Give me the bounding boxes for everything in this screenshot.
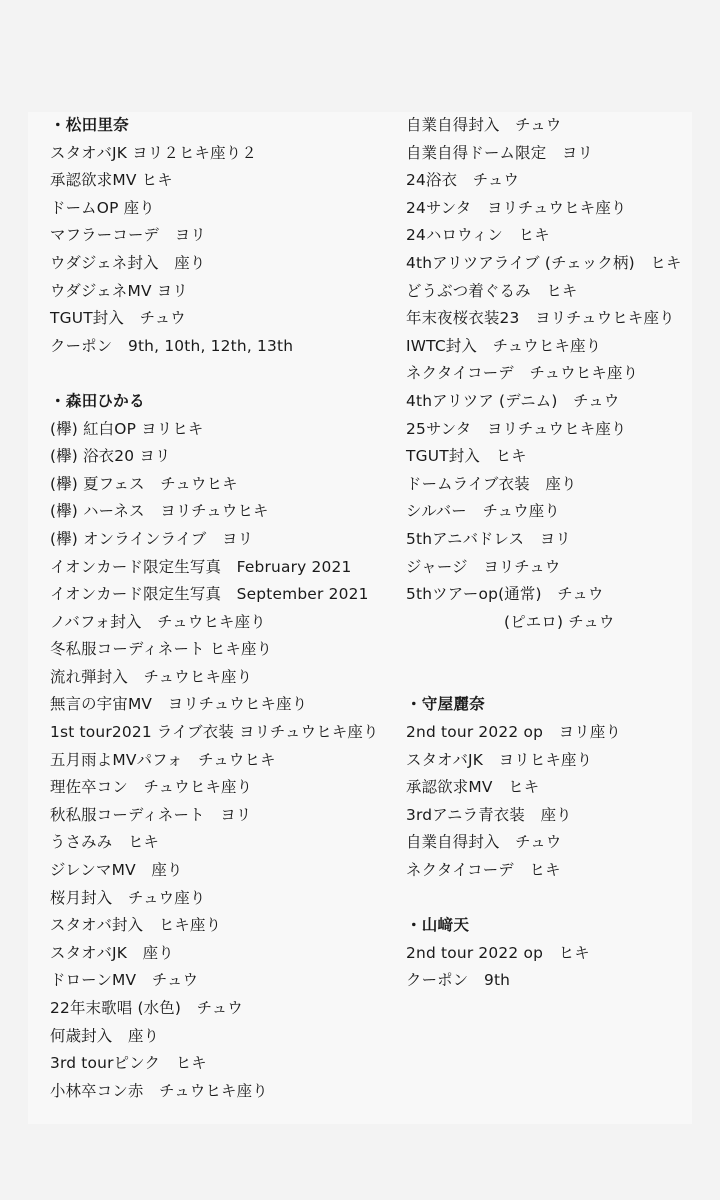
list-item: ウダジェネ封入 座り bbox=[50, 253, 206, 272]
list-item: 25サンタ ヨリチュウヒキ座り bbox=[406, 419, 627, 438]
list-item: ドローンMV チュウ bbox=[50, 971, 199, 990]
spacer bbox=[406, 885, 696, 913]
list-item: TGUT封入 チュウ bbox=[50, 309, 186, 328]
list-item: クーポン 9th, 10th, 12th, 13th bbox=[50, 336, 294, 355]
member-heading-moriya: ・守屋麗奈 bbox=[406, 695, 485, 714]
member-heading-morita: ・森田ひかる bbox=[50, 391, 145, 410]
member-heading-matsuda: ・松田里奈 bbox=[50, 116, 129, 134]
list-item: マフラーコーデ ヨリ bbox=[50, 226, 206, 245]
list-item: スタオバ封入 ヒキ座り bbox=[50, 916, 222, 935]
list-item: 桜月封入 チュウ座り bbox=[50, 888, 206, 907]
spacer bbox=[50, 360, 390, 388]
list-item: 流れ弾封入 チュウヒキ座り bbox=[50, 667, 253, 686]
list-item: 4thアリツアライブ (チェック柄) ヒキ bbox=[406, 253, 682, 272]
list-item: 冬私服コーディネート ヒキ座り bbox=[50, 640, 273, 659]
list-item: 5thアニバドレス ヨリ bbox=[406, 529, 571, 548]
list-item: TGUT封入 ヒキ bbox=[406, 447, 527, 466]
list-item: 5thツアーop(通常) チュウ bbox=[406, 585, 604, 604]
list-item: ネクタイコーデ ヒキ bbox=[406, 861, 561, 880]
note-sheet bbox=[28, 112, 692, 1124]
list-item: ジレンマMV 座り bbox=[50, 861, 183, 880]
list-item: (欅) 夏フェス チュウヒキ bbox=[50, 474, 238, 493]
list-item: ウダジェネMV ヨリ bbox=[50, 281, 188, 300]
list-item: 自業自得ドーム限定 ヨリ bbox=[406, 143, 594, 162]
list-item: クーポン 9th bbox=[406, 971, 511, 990]
list-item: IWTC封入 チュウヒキ座り bbox=[406, 336, 602, 355]
list-item: どうぶつ着ぐるみ ヒキ bbox=[406, 281, 578, 300]
list-item: スタオバJK ヨリ２ヒキ座り２ bbox=[50, 143, 257, 162]
list-item: 何歳封入 座り bbox=[50, 1026, 160, 1045]
list-item: 3rd tourピンク ヒキ bbox=[50, 1054, 207, 1073]
member-heading-yamasaki: ・山﨑天 bbox=[406, 916, 470, 935]
list-item: 4thアリツア (デニム) チュウ bbox=[406, 391, 620, 410]
list-item: 3rdアニラ青衣装 座り bbox=[406, 805, 572, 824]
list-item: 五月雨よMVパフォ チュウヒキ bbox=[50, 750, 276, 769]
list-item: 自業自得封入 チュウ bbox=[406, 833, 562, 852]
list-item: 秋私服コーディネート ヨリ bbox=[50, 805, 252, 824]
list-item: スタオバJK ヨリヒキ座り bbox=[406, 750, 593, 769]
list-item: 2nd tour 2022 op ヨリ座り bbox=[406, 723, 622, 742]
list-item: 24ハロウィン ヒキ bbox=[406, 226, 550, 245]
spacer bbox=[406, 636, 696, 691]
list-item: イオンカード限定生写真 February 2021 bbox=[50, 557, 352, 576]
list-item: (欅) 浴衣20 ヨリ bbox=[50, 447, 171, 466]
list-item: うさみみ ヒキ bbox=[50, 833, 160, 852]
list-item: 小林卒コン赤 チュウヒキ座り bbox=[50, 1081, 268, 1100]
list-item: 24浴衣 チュウ bbox=[406, 171, 520, 190]
list-item: (欅) オンラインライブ ヨリ bbox=[50, 529, 254, 548]
list-item: 自業自得封入 チュウ bbox=[406, 116, 562, 134]
list-item: ドームライブ衣装 座り bbox=[406, 474, 577, 493]
left-column bbox=[50, 112, 390, 1105]
list-item: シルバー チュウ座り bbox=[406, 502, 560, 521]
list-item: 1st tour2021 ライブ衣装 ヨリチュウヒキ座り bbox=[50, 723, 379, 742]
list-item: 22年末歌唱 (水色) チュウ bbox=[50, 999, 243, 1017]
list-item-sub: (ピエロ) チュウ bbox=[504, 612, 615, 631]
list-item: ノバフォ封入 チュウヒキ座り bbox=[50, 612, 266, 631]
list-item: イオンカード限定生写真 September 2021 bbox=[50, 585, 369, 604]
list-item: 無言の宇宙MV ヨリチュウヒキ座り bbox=[50, 695, 308, 714]
list-item: 承認欲求MV ヒキ bbox=[406, 778, 540, 797]
list-item: (欅) ハーネス ヨリチュウヒキ bbox=[50, 502, 269, 521]
list-item: (欅) 紅白OP ヨリヒキ bbox=[50, 419, 204, 438]
right-column bbox=[406, 112, 696, 995]
list-item: 24サンタ ヨリチュウヒキ座り bbox=[406, 198, 627, 217]
list-item: ネクタイコーデ チュウヒキ座り bbox=[406, 364, 639, 383]
list-item: 理佐卒コン チュウヒキ座り bbox=[50, 778, 253, 797]
list-item: 承認欲求MV ヒキ bbox=[50, 171, 173, 190]
list-item: 2nd tour 2022 op ヒキ bbox=[406, 943, 590, 962]
list-item: スタオバJK 座り bbox=[50, 943, 174, 962]
list-item: ジャージ ヨリチュウ bbox=[406, 557, 561, 576]
list-item: 年末夜桜衣装23 ヨリチュウヒキ座り bbox=[406, 309, 675, 328]
list-item: ドームOP 座り bbox=[50, 198, 155, 217]
